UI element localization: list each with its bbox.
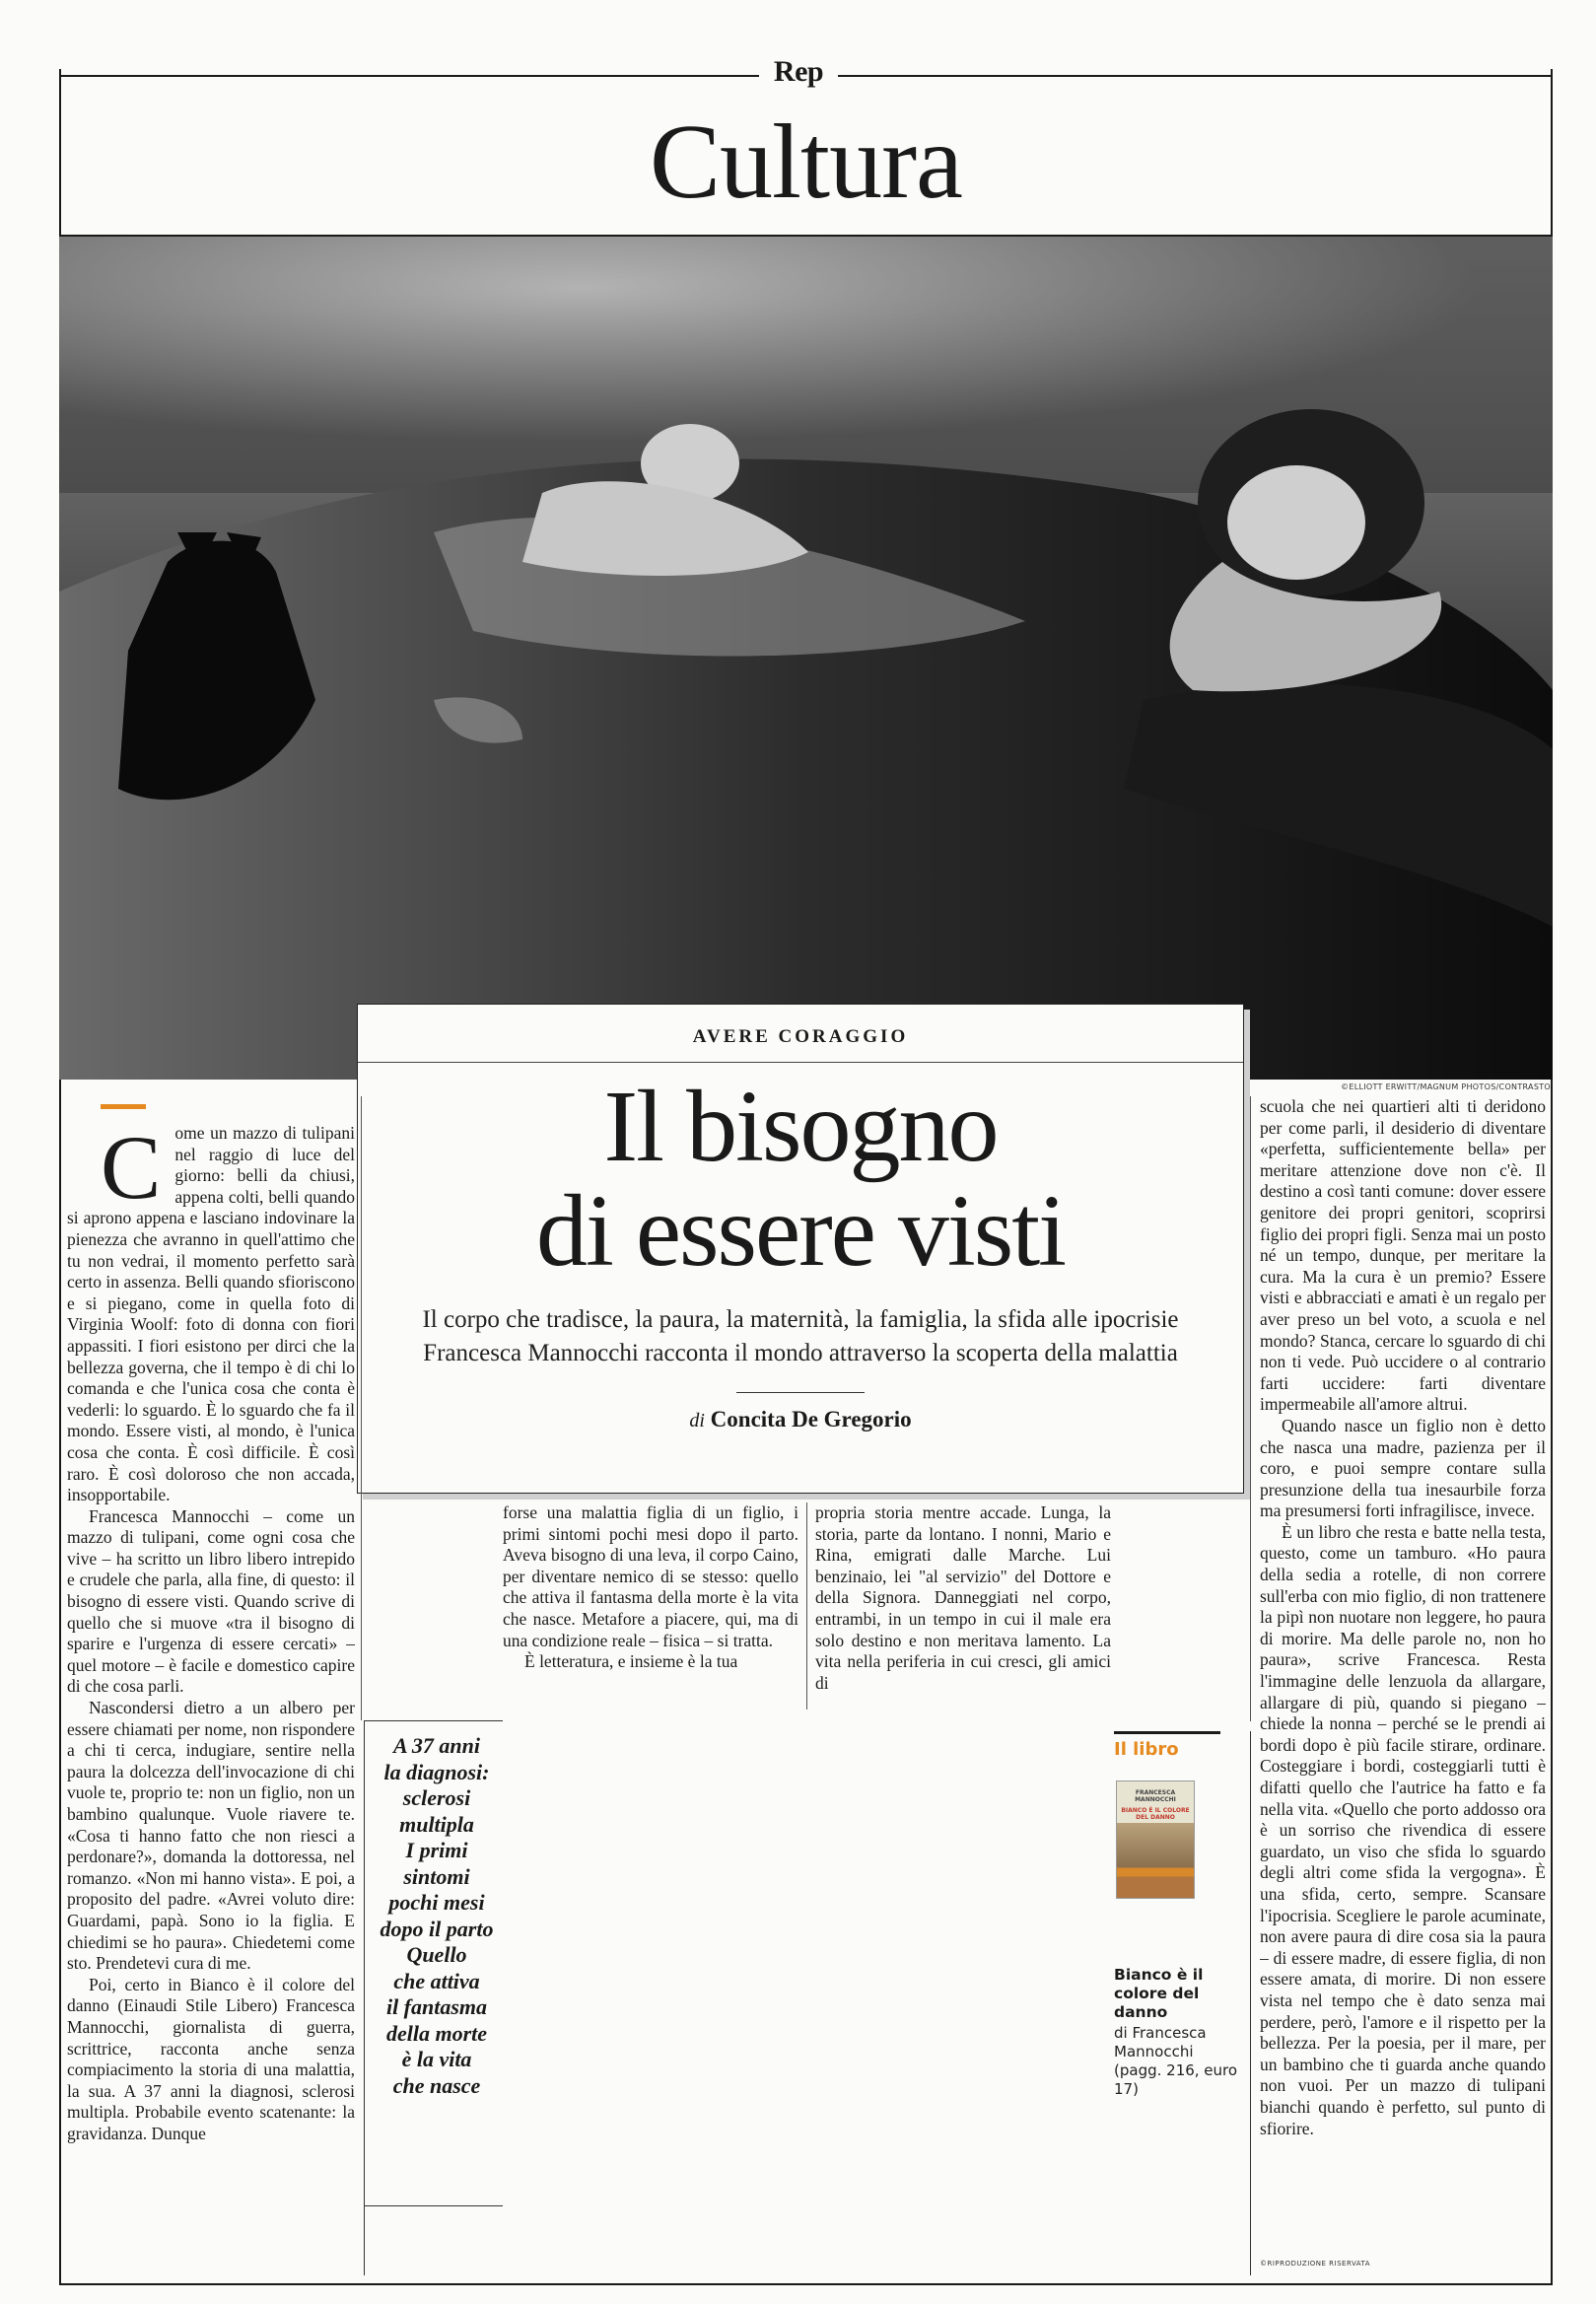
paragraph: Francesca Mannocchi – come un mazzo di tulipani, come ogni cosa che vive – ha scritto un libro libero intrepido e crudele che parla, alla fine, di questo: il bisogno di essere visti. Quando scrive di quello che si muove «tra il bisogno di sparire e l'urgenza di essere cercati» – quel motore – è facile e domestico capire di che cosa parli.: [67, 1505, 355, 1697]
pullquote-line: che nasce: [392, 2072, 481, 2098]
book-label: Il libro: [1114, 1739, 1179, 1760]
paragraph: È un libro che resta e batte nella testa, questo, come un tamburo. «Ho paura della sedia a rotelle, di non correre sull'erba con mio figlio, di non trattenere la pipì non nuotare non leggere, ho paura di morire. Ma delle parole no, non ho paura», scrive Francesca. Resta l'immagine delle lenzuola da allargare, allargare di più, quando si piegano – chiede la nonna – perché se le prendi ai bordi dopo è più facile stirare, ordinare. Costeggiare i bordi, costeggiarli tutti è difatti quello che l'autrice ha fatto e fa nella vita. «Quello che porto addosso ora è un sorriso che rivendica di essere guardato, un viso che sfida lo sguardo degli altri come sfida la vergogna». È una sfida, certo, sempre. Scansare l'ipocrisia. Scegliere le parole acuminate, non avere paura di dire cosa sia la paura – di essere madre, di essere figlia, di non essere amata, di morire. Di non essere vista nel tempo che è dato senza mai perdere, però, l'amore e il rispetto per la bellezza. Per la poesia, per il mare, per un bambino che ti guarda anche quando non vuoi. Per un mazzo di tulipani bianchi quando è perfetto, sul punto di sfiorire.: [1260, 1521, 1546, 2138]
column-separator: [1250, 1096, 1251, 1721]
paragraph: Quando nasce un figlio non è detto che nasca una madre, pazienza per il coro, e puoi sempre contare sulla presunzione della tua inesaurbile forza ma presumersi forti infragilisce, invece.: [1260, 1415, 1546, 1521]
section-title: Cultura: [650, 104, 962, 221]
article-column-3: [815, 1502, 1111, 1710]
paragraph: Poi, certo in Bianco è il colore del danno (Einaudi Stile Libero) Francesca Mannocchi, giornalista di guerra, scrittrice, racconta anche senza compiacimento la storia di una malattia, la sua. A 37 anni la diagnosi, sclerosi multipla. Probabile evento scatenante: la gravidanza. Dunque: [67, 1974, 355, 2143]
book-cover-title: BIANCO È IL COLORE DEL DANNO: [1121, 1807, 1190, 1821]
kicker: AVERE CORAGGIO: [692, 1026, 909, 1047]
pullquote-line: A 37 anni: [392, 1733, 481, 1758]
book-title: Bianco è il colore del danno: [1114, 1966, 1204, 2021]
paragraph: forse una malattia figlia di un figlio, i primi sintomi pochi mesi dopo il parto. Aveva bisogno di una leva, il corpo Caino, per diventare nemico di se stesso: quello che attiva il fantasma della morte è la vita che nasce. Metafore a piacere, qui, ma di una condizione reale – fisica – si tratta.: [503, 1502, 798, 1650]
pullquote-line: la diagnosi:: [383, 1759, 490, 1784]
headline-line-2: di essere visti: [535, 1174, 1066, 1288]
paragraph: propria storia mentre accade. Lunga, la storia, parte da lontano. I nonni, Mario e Rina, emigrati dalle Marche. Lui benzinaio, lei "al servizio" del Dottore e della Signora. Danneggiati nel corpo, entrambi, in un tempo in cui il male era solo destino e non meritava lamento. La vita nella periferia in cui cresci, gli amici di: [815, 1502, 1111, 1693]
pullquote-rule-left: [364, 1720, 365, 2275]
byline-author: Concita De Gregorio: [710, 1407, 912, 1431]
title-box: [357, 1004, 1244, 1494]
byline-rule: [736, 1392, 865, 1393]
summary: [358, 1303, 1243, 1370]
photo-illustration: [59, 237, 1553, 1080]
headline: [358, 1070, 1243, 1288]
book-info: di Francesca Mannocchi (pagg. 216, euro 17): [1114, 2024, 1238, 2098]
column-separator: [361, 1096, 362, 1720]
summary-line-2: Francesca Mannocchi racconta il mondo attraverso la scoperta della malattia: [423, 1340, 1178, 1366]
article-column-2: [503, 1502, 798, 1710]
pullquote-line: che attiva: [393, 1968, 480, 1993]
paragraph: È letteratura, e insieme è la tua: [524, 1651, 738, 1672]
dropcap-accent-rule: [101, 1104, 146, 1109]
summary-line-1: Il corpo che tradisce, la paura, la maternità, la famiglia, la sfida alle ipocrisie: [422, 1306, 1179, 1333]
dropcap: C: [101, 1117, 162, 1218]
pullquote: [373, 1733, 501, 2099]
pullquote-line: sclerosi: [402, 1785, 471, 1810]
paragraph-text: ome un mazzo di tulipani nel raggio di luce del giorno: belli da chiusi, appena colti, belli quando si aprono appena e lasciano indovinare la pienezza che avranno in quell'attimo che tu non vedrai, il momento perfetto sarà certo in assenza. Belli quando sfioriscono e si piegano, come in quella foto di Virginia Woolf: foto di donna con fiori appassiti. I fiori esistono per dirci che la bellezza governa, che il tempo è di chi lo comanda e che l'unica cosa che conta è vederli: lo sguardo. È lo sguardo che fa il mondo. Essere visti, al mondo, è l'unica cosa che conta. È così difficile. È così raro. È così doloroso che non accada, insopportabile.: [67, 1123, 355, 1505]
pullquote-line: è la vita: [401, 2047, 472, 2071]
headline-line-1: Il bisogno: [603, 1070, 998, 1183]
book-cover-image: [1116, 1780, 1195, 1899]
book-box-separator: [1250, 1731, 1251, 2275]
paragraph: scuola che nei quartieri alti ti deridono per come parli, il desiderio di diventare «perfetta, sufficientemente bella» per meritare attenzione dove non c'è. Il destino a così tanti comune: dover essere genitore dei propri genitori, scoprirsi figlio dei propri figli. Senza mai un posto né un tempo, dunque, per meritare la cura. Ma la cura è un premio? Essere visti e abbracciati e amati è un regalo per aver preso un bel voto, a scuola e nel mondo? Stanca, cercare lo sguardo di chi non ti vede. Può uccidere o al contrario farti uccidere: farti diventare impermeabile all'amore altrui.: [1260, 1096, 1546, 1415]
hero-photo: [59, 237, 1553, 1080]
pullquote-line: I primi: [405, 1838, 468, 1862]
byline: [358, 1407, 1243, 1432]
byline-prefix: di: [689, 1410, 705, 1431]
photo-credit: ©ELLIOTT ERWITT/MAGNUM PHOTOS/CONTRASTO: [1341, 1082, 1551, 1091]
pullquote-rule-bottom: [365, 2205, 503, 2206]
article-column-4: [1260, 1096, 1546, 2260]
pullquote-line: il fantasma: [385, 1994, 488, 2019]
book-cover-author: FRANCESCA MANNOCCHI: [1135, 1789, 1176, 1803]
pullquote-line: pochi mesi: [388, 1890, 485, 1915]
pullquote-line: dopo il parto: [380, 1916, 494, 1941]
pullquote-rule-top: [365, 1720, 503, 1721]
brand-logo: Rep: [773, 55, 824, 88]
column-separator: [806, 1502, 807, 1710]
pullquote-line: Quello: [406, 1942, 467, 1967]
pullquote-line: della morte: [385, 2020, 488, 2046]
pullquote-line: sintomi: [403, 1863, 470, 1889]
copyright: ©RIPRODUZIONE RISERVATA: [1260, 2260, 1371, 2268]
book-box-rule: [1114, 1731, 1220, 1734]
kicker-rule: [358, 1062, 1243, 1063]
article-column-1: [67, 1096, 355, 2275]
pullquote-line: multipla: [399, 1811, 474, 1837]
paragraph: [67, 1117, 355, 1506]
paragraph: Nascondersi dietro a un albero per essere chiamati per nome, non rispondere a chi ti cerca, indugiare, sentire nella paura la dolcezza dell'invocazione di chi vuole te, proprio te: non un figlio, non un bambino qualunque. Vuole riavere te. «Cosa ti hanno fatto che non riesci a perdonare?», domanda la dottoressa, nel romanzo. «Non mi hanno vista». E poi, a proposito del padre. «Avrei voluto dire: Guardami, papà. Sono io la figlia. E chiedimi se ho paura». Chiedetemi come sto. Prendetevi cura di me.: [67, 1698, 355, 1974]
book-cover-figure: [1117, 1823, 1194, 1898]
